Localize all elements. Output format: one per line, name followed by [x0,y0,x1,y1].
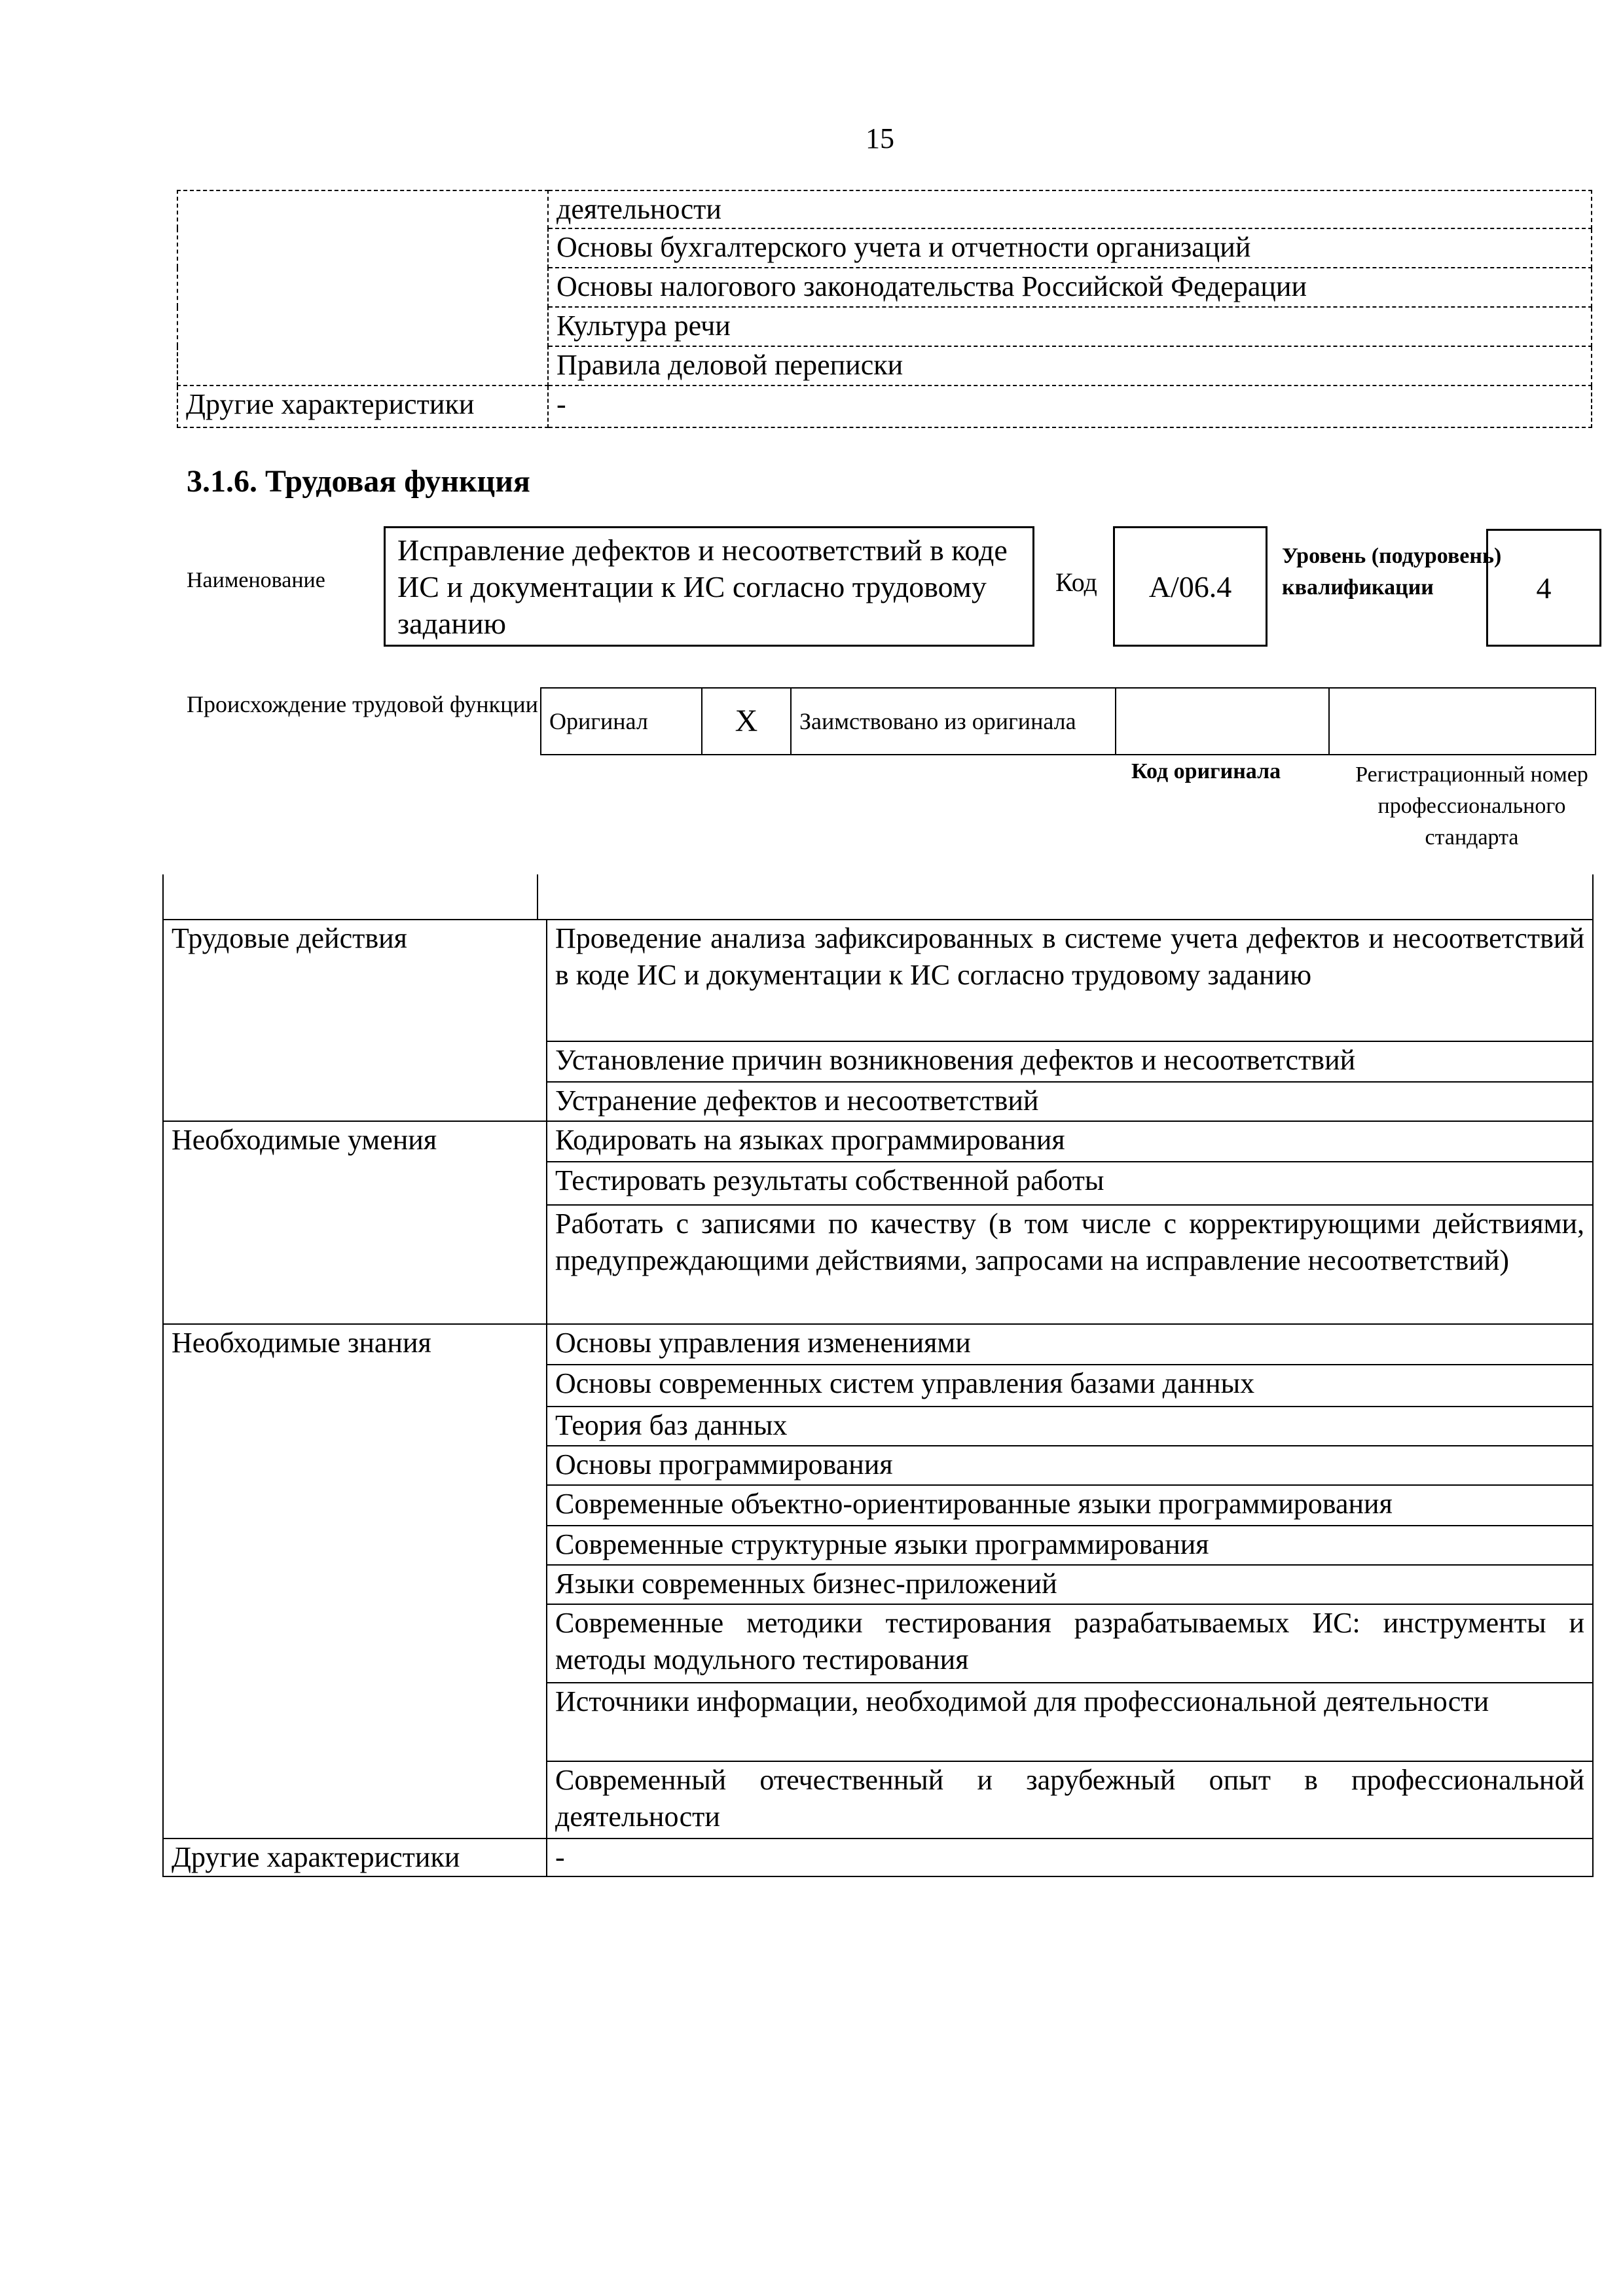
table-stub-line [162,874,164,919]
function-name: Исправление дефектов и несоответствий в коде ИС и документации к ИС согласно трудовому заданию [384,526,1034,647]
qualification-level: 4 [1486,529,1601,647]
skill-item: Тестировать результаты собственной работы [547,1162,1593,1205]
section-heading: 3.1.6. Трудовая функция [187,464,530,499]
borrowed-label: Заимствовано из оригинала [791,688,1116,755]
top-knowledge-item: Культура речи [548,307,1592,346]
action-item: Установление причин возникновения дефектов и несоответствий [547,1041,1593,1082]
top-knowledge-item: деятельности [548,190,1592,228]
other-value: - [547,1839,1593,1876]
top-knowledge-item: Основы налогового законодательства Российской Федерации [548,268,1592,307]
knowledge-item: Основы современных систем управления базами данных [547,1365,1593,1407]
knowledge-item: Современный отечественный и зарубежный опыт в профессиональной деятельности [547,1761,1593,1839]
skill-item: Кодировать на языках программирования [547,1121,1593,1162]
original-code-caption: Код оригинала [1131,759,1281,783]
action-item: Устранение дефектов и несоответствий [547,1082,1593,1121]
original-mark: X [702,688,791,755]
knowledge-item: Языки современных бизнес-приложений [547,1565,1593,1604]
knowledge-item: Источники информации, необходимой для профессиональной деятельности [547,1683,1593,1761]
knowledge-item: Современные методики тестирования разрабатываемых ИС: инструменты и методы модульного тестирования [547,1604,1593,1683]
knowledge-item: Теория баз данных [547,1407,1593,1446]
name-label: Наименование [187,568,325,592]
reg-number-cell [1329,688,1596,755]
original-code-cell [1116,688,1329,755]
reg-number-caption: Регистрационный номер профессионального стандарта [1355,762,1588,850]
knowledge-item: Основы управления изменениями [547,1324,1593,1365]
table-stub-line [537,874,538,919]
level-label: Уровень (подуровень) квалификации [1282,544,1502,600]
top-table [177,190,1592,428]
top-knowledge-item: Основы бухгалтерского учета и отчетности организаций [548,228,1592,268]
top-other-value: - [548,386,1592,427]
knowledge-item: Основы программирования [547,1446,1593,1485]
top-other-label: Другие характеристики [177,386,548,427]
main-table [162,919,1594,1877]
action-item: Проведение анализа зафиксированных в системе учета дефектов и несоответствий в коде ИС и документации к ИС согласно трудовому заданию [547,920,1593,1041]
origin-table [540,687,1596,755]
origin-label: Происхождение трудовой функции [187,691,538,717]
skill-item: Работать с записями по качеству (в том числе с корректирующими действиями, предупреждающими действиями, запросами на исправление несоответствий) [547,1205,1593,1324]
table-stub-line [1592,874,1594,919]
knowledge-label: Необходимые знания [163,1324,547,1839]
original-label: Оригинал [541,688,702,755]
top-table-left-empty [177,190,548,386]
actions-label: Трудовые действия [163,920,547,1121]
function-code: A/06.4 [1113,526,1267,647]
page-number: 15 [866,122,894,154]
other-label: Другие характеристики [163,1839,547,1876]
knowledge-item: Современные объектно-ориентированные языки программирования [547,1485,1593,1526]
knowledge-item: Современные структурные языки программирования [547,1526,1593,1565]
top-knowledge-item: Правила деловой переписки [548,346,1592,386]
skills-label: Необходимые умения [163,1121,547,1324]
code-label: Код [1055,567,1097,597]
